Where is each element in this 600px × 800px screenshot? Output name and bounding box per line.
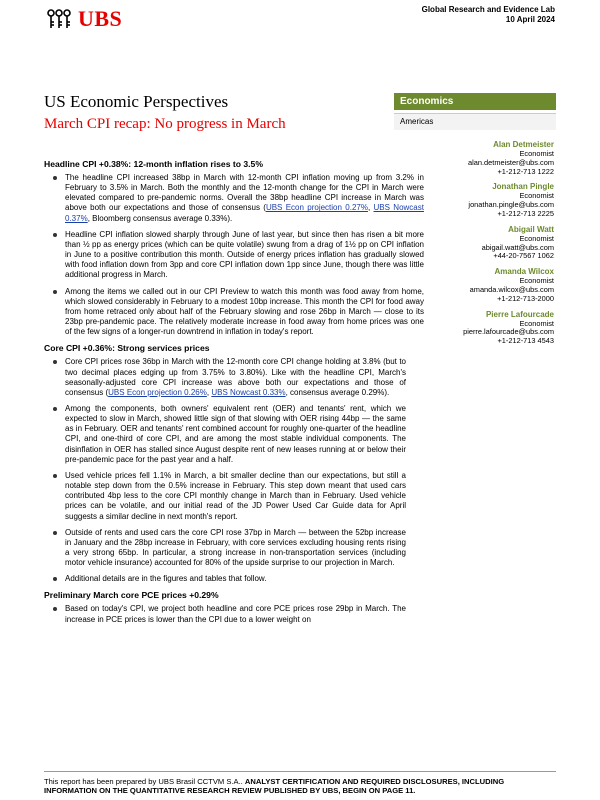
bullet-text: Core CPI prices rose 36bp in March with the 12-month core CPI change holding at 3.8% (but to two decimal places edging up from 3.75% to 3.80%). Like with the headline CPI, March's seasonally-adjusted core CPI increase was above both our expectations and those of consensus ( — [65, 357, 406, 397]
bullet-icon — [53, 360, 57, 364]
bullet-text: , Bloomberg consensus average 0.33%). — [87, 213, 233, 223]
bullet-text: The headline CPI increased 38bp in March with 12-month CPI inflation moving up from 3.2% in February to 3.5% in March. Both the monthly and the 12-month change for the CPI in March were elevated compared to pre-pandemic norms. Overall the 38bp headline CPI increase in March was above both our expectations and those of consensus ( — [65, 173, 424, 213]
bullet-icon — [53, 176, 57, 180]
analyst-name: Alan Detmeister — [493, 140, 554, 149]
bullet-text: , consensus average 0.29%). — [285, 387, 390, 397]
bullet-icon — [53, 531, 57, 535]
analyst-phone: +1-212-713 1222 — [497, 166, 554, 176]
disclosure-footer — [44, 771, 556, 795]
analyst-role: Economist — [519, 233, 554, 243]
analyst-role: Economist — [519, 191, 554, 201]
list-item — [44, 284, 556, 338]
analyst-email[interactable]: pierre.lafourcade@ubs.com — [463, 327, 554, 337]
analyst-name: Jonathan Pingle — [492, 182, 554, 192]
bullet-icon — [53, 233, 57, 237]
analyst-phone: +44-20-7567 1062 — [493, 251, 554, 261]
bullet-text: Among the items we called out in our CPI Preview to watch this month was food away from home, which slowed considerably in February to a modest 10bp increase. This month the CPI for food away from home retraced only about half of the February slowing and rose 26bp in March — close to its 23bp pre-pandemic pace. The relatively moderate increase in food away from home prices was one of the few signs of a longer-run downtrend in inflation in today's report. — [65, 286, 424, 337]
bullet-icon — [53, 474, 57, 478]
ubs-econ-projection-link[interactable]: UBS Econ projection 0.26% — [108, 387, 207, 397]
separator: , — [367, 203, 374, 213]
ubs-keys-icon — [44, 8, 74, 30]
section-heading-headline: Headline CPI +0.38%: 12-month inflation rises to 3.5% — [44, 159, 263, 169]
analyst-email[interactable]: jonathan.pingle@ubs.com — [468, 200, 554, 210]
list-item — [44, 604, 556, 624]
list-item — [44, 404, 556, 465]
analyst-email[interactable]: alan.detmeister@ubs.com — [468, 157, 554, 167]
section-heading-core: Core CPI +0.36%: Strong services prices — [44, 343, 210, 354]
bullet-text: Outside of rents and used cars the core CPI rose 37bp in March — between the 52bp increase in January and the 28bp increase in February, with core services excluding housing rents rising a very strong 65bp. In particular, a strong increase in non-transportation services (including motor vehicle insurance) accounted for 80% of the upside surprise to our projection in March. — [65, 527, 406, 568]
bullet-text: Headline CPI inflation slowed sharply through June of last year, but since then has risen a bit more than ½ pp as energy prices (which can be quite volatile) swung from a drag of 1½ pp on CPI inflation in June to a positive contribution this month. Outside of energy prices inflation has gradually slowed with food inflation down from 3pp and core CPI inflation down 1pp since June, though there was little additional progress in March. — [65, 229, 424, 280]
analyst-role: Economist — [519, 276, 554, 286]
report-date: 10 April 2024 — [505, 15, 555, 24]
analyst-email[interactable]: abigail.watt@ubs.com — [481, 242, 554, 252]
bullet-icon — [53, 407, 57, 411]
publisher: Global Research and Evidence Lab — [421, 5, 555, 14]
list-item — [44, 528, 556, 569]
report-body — [44, 159, 556, 631]
bullet-icon — [53, 607, 57, 611]
ubs-econ-projection-link[interactable]: UBS Econ projection 0.27% — [265, 203, 368, 213]
core-bullets — [44, 357, 556, 584]
section-heading-pce: Preliminary March core PCE prices +0.29% — [44, 590, 219, 601]
bullet-text: Based on today's CPI, we project both headline and core PCE prices rose 29bp in March. The increase in PCE prices is lower than the CPI due to a lower weight on — [65, 604, 406, 624]
report-subtitle: March CPI recap: No progress in March — [44, 116, 286, 132]
analyst-name: Pierre Lafourcade — [485, 309, 554, 319]
analyst-name: Amanda Wilcox — [494, 267, 554, 277]
analyst-role: Economist — [519, 149, 554, 158]
bullet-icon — [53, 290, 57, 294]
ubs-nowcast-link[interactable]: UBS Nowcast 0.33% — [211, 387, 286, 397]
region-label: Americas — [394, 113, 556, 130]
logo-text: UBS — [78, 6, 123, 31]
bullet-text: Additional details are in the figures and tables that follow. — [65, 574, 267, 584]
ubs-logo — [44, 6, 122, 32]
list-item — [44, 471, 556, 522]
bullet-icon — [53, 577, 57, 581]
analyst-phone: +1-212-713 4543 — [497, 336, 554, 346]
headline-bullets — [44, 173, 556, 337]
pce-bullets — [44, 604, 556, 624]
analyst-role: Economist — [519, 318, 554, 328]
section-label: Economics — [394, 93, 556, 110]
analyst-phone: +1-212-713-2000 — [497, 293, 554, 303]
list-item — [44, 574, 556, 584]
report-meta — [422, 5, 555, 25]
list-item — [44, 230, 556, 281]
ubs-nowcast-link[interactable]: UBS Nowcast 0.37% — [65, 203, 424, 223]
analyst-name: Abigail Watt — [508, 224, 554, 234]
analyst-phone: +1-212-713 2225 — [497, 208, 554, 218]
report-title: US Economic Perspectives — [44, 92, 229, 111]
footer-prefix: This report has been prepared by UBS Brasil CCTVM S.A.. — [44, 777, 243, 786]
separator: , — [206, 387, 212, 397]
bullet-text: Used vehicle prices fell 1.1% in March, a bit smaller decline than our expectations, but still a notable step down from the 0.5% increase in February. This step down meant that used cars contributed 4bp less to the core CPI monthly change in March than in February. Used vehicle prices can be volatile, and our initial read of the JD Power Used Car Guide data for April suggests a similar decline in next month's report. — [65, 470, 406, 521]
analyst-email[interactable]: amanda.wilcox@ubs.com — [469, 284, 554, 294]
list-item — [44, 173, 556, 224]
footer-disclosure: ANALYST CERTIFICATION AND REQUIRED DISCLOSURES, INCLUDING INFORMATION ON THE QUANTITATIVE RESEARCH REVIEW PUBLISHED BY UBS, BEGIN ON PAGE 11. — [44, 777, 505, 795]
list-item — [44, 357, 556, 398]
bullet-text: Among the components, both owners' equivalent rent (OER) and tenants' rent, which we expected to slow in March, showed little sign of that slowing with OER rising 44bp — the same as in February. OER and tenants' rent combined account for roughly one-quarter of the headline CPI, and one-third of core CPI, and are among the most stable individual components. The disinflation in OER has stalled since August despite rent of new leases running at or below their pre-pandemic pace for the past year and a half. — [65, 403, 406, 464]
